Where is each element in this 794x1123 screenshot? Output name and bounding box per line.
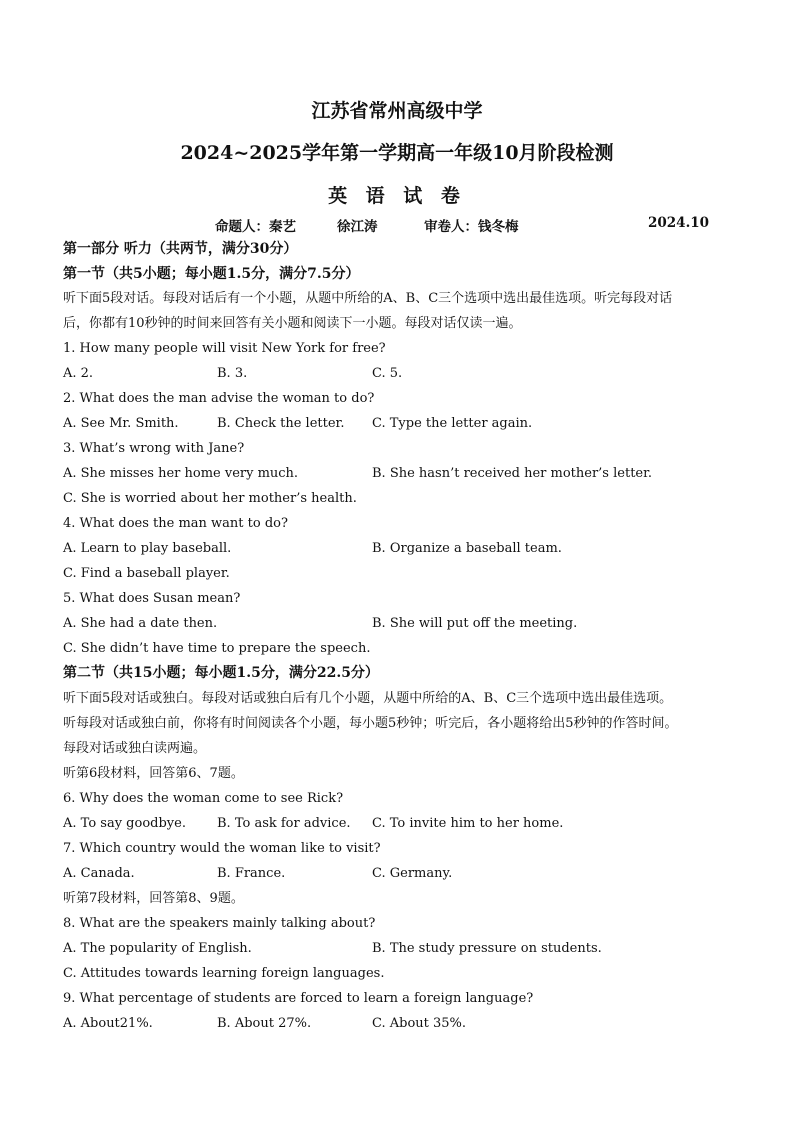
q4-option-c: C. Find a baseball player. [63, 566, 230, 581]
q8-option-a: A. The popularity of English. [63, 941, 252, 956]
q8-option-c: C. Attitudes towards learning foreign languages. [63, 966, 385, 981]
q1-option-a: A. 2. [63, 366, 94, 381]
author-line [0, 215, 794, 235]
q1-option-b: B. 3. [217, 366, 248, 381]
q5-option-c: C. She didn’t have time to prepare the speech. [63, 641, 371, 656]
section1-title: 第一节（共5小题；每小题1.5分，满分7.5分） [63, 266, 360, 282]
q4-option-b: B. Organize a baseball team. [372, 541, 562, 556]
q6-option-a: A. To say goodbye. [63, 816, 186, 831]
question-6: 6. Why does the woman come to see Rick? [63, 791, 344, 806]
q3-option-a: A. She misses her home very much. [63, 466, 299, 481]
question-4: 4. What does the man want to do? [63, 516, 288, 531]
q2-option-c: C. Type the letter again. [372, 416, 533, 431]
q5-option-a: A. She had a date then. [63, 616, 218, 631]
exam-date: 2024.10 [648, 215, 710, 231]
q9-option-c: C. About 35%. [372, 1016, 467, 1031]
q3-option-b: B. She hasn’t received her mother’s letter. [372, 466, 653, 481]
q7-option-c: C. Germany. [372, 866, 453, 881]
q7-option-a: A. Canada. [63, 866, 135, 881]
section1-instructions-2: 后，你都有10秒钟的时间来回答有关小题和阅读下一小题。每段对话仅读一遍。 [63, 316, 522, 331]
material-6-note: 听第6段材料，回答第6、7题。 [63, 766, 244, 781]
q2-option-a: A. See Mr. Smith. [63, 416, 179, 431]
section2-instructions-2: 听每段对话或独白前，你将有时间阅读各个小题，每小题5秒钟；听完后，各小题将给出5秒钟的作答时间。 [63, 716, 678, 731]
q6-option-c: C. To invite him to her home. [372, 816, 564, 831]
section2-instructions-3: 每段对话或独白读两遍。 [63, 741, 207, 756]
q7-option-b: B. France. [217, 866, 286, 881]
q1-option-c: C. 5. [372, 366, 403, 381]
school-name: 江苏省常州高级中学 [311, 100, 483, 122]
question-5: 5. What does Susan mean? [63, 591, 241, 606]
question-1: 1. How many people will visit New York for free? [63, 341, 386, 356]
q4-option-a: A. Learn to play baseball. [63, 541, 232, 556]
question-7: 7. Which country would the woman like to visit? [63, 841, 381, 856]
question-9: 9. What percentage of students are forced to learn a foreign language? [63, 991, 534, 1006]
question-2: 2. What does the man advise the woman to do? [63, 391, 375, 406]
q9-option-b: B. About 27%. [217, 1016, 312, 1031]
part1-title: 第一部分 听力（共两节，满分30分） [63, 241, 298, 257]
material-7-note: 听第7段材料，回答第8、9题。 [63, 891, 244, 906]
exam-title: 2024~2025学年第一学期高一年级10月阶段检测 [180, 142, 614, 164]
q3-option-c: C. She is worried about her mother’s health. [63, 491, 357, 506]
q6-option-b: B. To ask for advice. [217, 816, 351, 831]
question-3: 3. What’s wrong with Jane? [63, 441, 245, 456]
question-8: 8. What are the speakers mainly talking about? [63, 916, 376, 931]
section2-instructions-1: 听下面5段对话或独白。每段对话或独白后有几个小题，从题中所给的A、B、C三个选项中选出最佳选项。 [63, 691, 673, 706]
setter: 命题人：秦艺 [215, 219, 296, 235]
setter-2: 徐江涛 [337, 219, 378, 235]
q8-option-b: B. The study pressure on students. [372, 941, 602, 956]
section1-instructions-1: 听下面5段对话。每段对话后有一个小题，从题中所给的A、B、C三个选项中选出最佳选项。听完每段对话 [63, 291, 673, 306]
subject-title: 英 语 试 卷 [328, 185, 466, 207]
q5-option-b: B. She will put off the meeting. [372, 616, 578, 631]
q2-option-b: B. Check the letter. [217, 416, 345, 431]
section2-title: 第二节（共15小题；每小题1.5分，满分22.5分） [63, 665, 379, 681]
reviewer: 审卷人：钱冬梅 [424, 219, 519, 235]
q9-option-a: A. About21%. [63, 1016, 153, 1031]
